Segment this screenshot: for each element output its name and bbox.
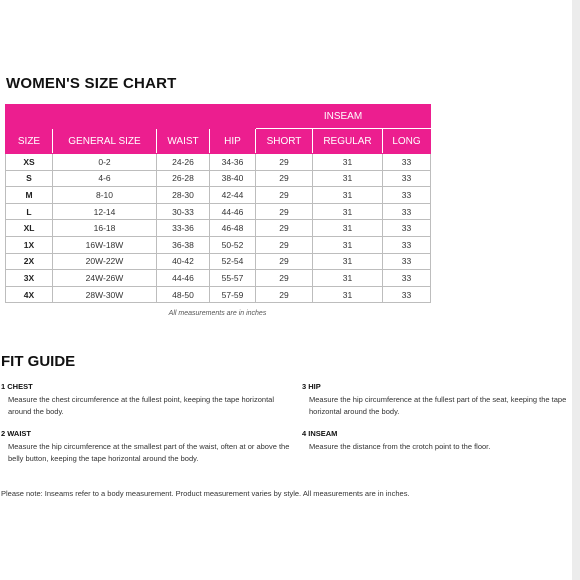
size-cell-general-size: 4-6 — [53, 170, 157, 187]
size-cell-short: 29 — [256, 286, 313, 303]
size-cell-general-size: 24W-26W — [53, 270, 157, 287]
size-cell-waist: 28-30 — [157, 187, 210, 204]
fit-guide-chest-text: Measure the chest circumference at the fullest point, keeping the tape horizontal around the body. — [8, 394, 274, 416]
inseam-label: INSEAM — [256, 105, 431, 129]
size-row — [6, 236, 431, 253]
fit-guide-inseam-text: Measure the distance from the crotch point to the floor. — [309, 441, 491, 451]
size-cell-hip: 52-54 — [210, 253, 256, 270]
fit-guide-waist-heading: 2 WAIST — [1, 429, 32, 438]
inseam-header-row — [6, 105, 431, 129]
col-header-size: SIZE — [6, 129, 53, 154]
column-header-row — [6, 129, 431, 154]
size-row — [6, 187, 431, 204]
size-chart-table — [5, 104, 431, 303]
size-cell-short: 29 — [256, 187, 313, 204]
size-cell-general-size: 8-10 — [53, 187, 157, 204]
size-cell-short: 29 — [256, 253, 313, 270]
size-cell-general-size: 20W-22W — [53, 253, 157, 270]
fit-guide-inseam-heading: 4 INSEAM — [302, 429, 338, 438]
size-cell-general-size: 0-2 — [53, 154, 157, 171]
fit-guide-hip-heading: 3 HIP — [302, 382, 321, 391]
size-row — [6, 286, 431, 303]
size-cell-waist: 40-42 — [157, 253, 210, 270]
size-cell-long: 33 — [383, 270, 431, 287]
size-cell-regular: 31 — [313, 170, 383, 187]
size-cell-short: 29 — [256, 154, 313, 171]
page-edge-strip — [572, 0, 580, 580]
size-cell-waist: 48-50 — [157, 286, 210, 303]
size-cell-regular: 31 — [313, 220, 383, 237]
fit-guide-inseam — [302, 428, 572, 453]
size-cell-long: 33 — [383, 203, 431, 220]
fit-guide-hip — [302, 381, 580, 419]
size-row — [6, 270, 431, 287]
size-cell-regular: 31 — [313, 270, 383, 287]
size-cell-size: 2X — [6, 253, 53, 270]
size-cell-size: XL — [6, 220, 53, 237]
size-cell-long: 33 — [383, 236, 431, 253]
size-cell-hip: 38-40 — [210, 170, 256, 187]
fit-guide-title: FIT GUIDE — [1, 353, 76, 370]
size-cell-regular: 31 — [313, 236, 383, 253]
size-cell-long: 33 — [383, 220, 431, 237]
size-cell-waist: 44-46 — [157, 270, 210, 287]
size-cell-long: 33 — [383, 187, 431, 204]
size-cell-size: L — [6, 203, 53, 220]
size-cell-hip: 46-48 — [210, 220, 256, 237]
size-cell-general-size: 16-18 — [53, 220, 157, 237]
size-cell-hip: 55-57 — [210, 270, 256, 287]
size-cell-waist: 33-36 — [157, 220, 210, 237]
size-cell-waist: 26-28 — [157, 170, 210, 187]
size-cell-hip: 50-52 — [210, 236, 256, 253]
size-cell-general-size: 28W-30W — [53, 286, 157, 303]
size-row — [6, 170, 431, 187]
size-cell-hip: 44-46 — [210, 203, 256, 220]
fit-guide-waist-text: Measure the hip circumference at the smallest part of the waist, often at or above the belly button, keeping the tape horizontal around the body. — [8, 441, 290, 463]
fit-guide-chest — [1, 381, 296, 419]
size-row — [6, 220, 431, 237]
fit-guide-chest-heading: 1 CHEST — [1, 382, 33, 391]
footer-note: Please note: Inseams refer to a body measurement. Product measurement varies by style. All measurements are in inches. — [1, 489, 410, 498]
size-cell-size: M — [6, 187, 53, 204]
col-header-waist: WAIST — [157, 129, 210, 154]
size-cell-general-size: 16W-18W — [53, 236, 157, 253]
size-cell-long: 33 — [383, 286, 431, 303]
fit-guide-waist — [1, 428, 296, 466]
measurements-note: All measurements are in inches — [168, 310, 267, 317]
size-cell-long: 33 — [383, 154, 431, 171]
size-cell-hip: 57-59 — [210, 286, 256, 303]
size-cell-hip: 42-44 — [210, 187, 256, 204]
size-cell-regular: 31 — [313, 154, 383, 171]
size-cell-general-size: 12-14 — [53, 203, 157, 220]
col-header-regular: REGULAR — [313, 129, 383, 154]
col-header-short: SHORT — [256, 129, 313, 154]
col-header-hip: HIP — [210, 129, 256, 154]
size-cell-short: 29 — [256, 270, 313, 287]
fit-guide-hip-text: Measure the hip circumference at the fullest part of the seat, keeping the tape horizontal around the body. — [309, 394, 567, 416]
size-cell-short: 29 — [256, 170, 313, 187]
size-cell-size: 1X — [6, 236, 53, 253]
size-cell-short: 29 — [256, 236, 313, 253]
size-cell-waist: 30-33 — [157, 203, 210, 220]
size-chart-title: WOMEN'S SIZE CHART — [6, 75, 177, 92]
col-header-long: LONG — [383, 129, 431, 154]
size-row — [6, 253, 431, 270]
size-cell-size: XS — [6, 154, 53, 171]
size-row — [6, 154, 431, 171]
size-cell-regular: 31 — [313, 203, 383, 220]
inseam-spacer — [6, 105, 256, 129]
size-cell-regular: 31 — [313, 187, 383, 204]
size-cell-hip: 34-36 — [210, 154, 256, 171]
size-cell-regular: 31 — [313, 286, 383, 303]
size-row — [6, 203, 431, 220]
size-cell-size: 4X — [6, 286, 53, 303]
size-cell-long: 33 — [383, 253, 431, 270]
size-cell-size: S — [6, 170, 53, 187]
size-cell-waist: 24-26 — [157, 154, 210, 171]
col-header-general-size: GENERAL SIZE — [53, 129, 157, 154]
size-cell-long: 33 — [383, 170, 431, 187]
size-cell-waist: 36-38 — [157, 236, 210, 253]
size-cell-short: 29 — [256, 203, 313, 220]
size-cell-short: 29 — [256, 220, 313, 237]
size-cell-size: 3X — [6, 270, 53, 287]
size-cell-regular: 31 — [313, 253, 383, 270]
